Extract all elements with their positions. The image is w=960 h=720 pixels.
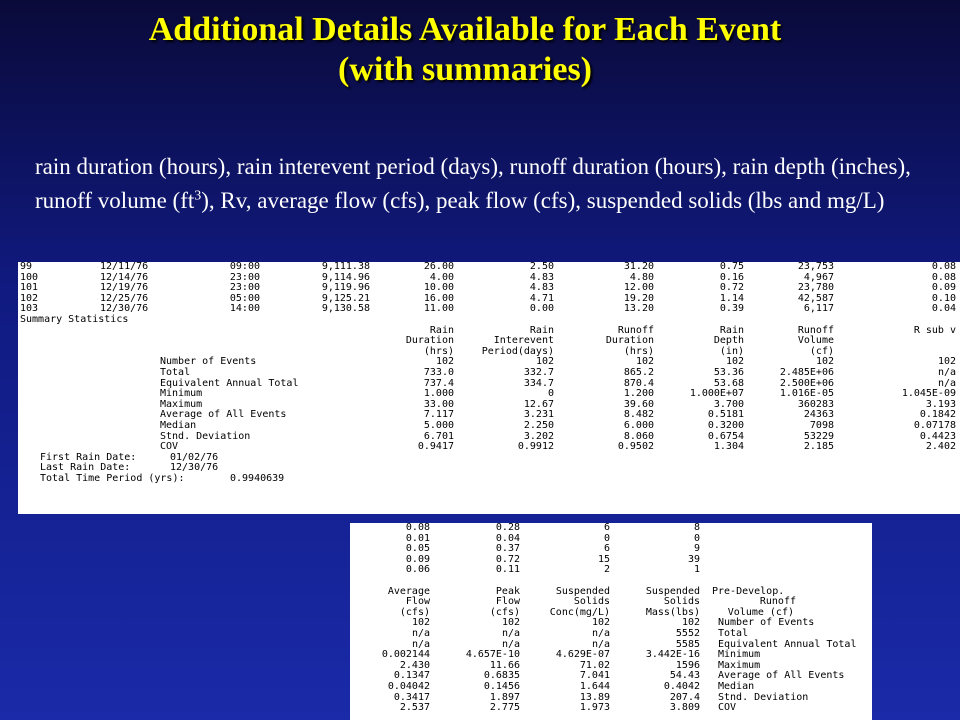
event-cell: 9,130.58 xyxy=(321,303,370,315)
stat-value: 3.809 xyxy=(669,702,700,714)
stat-row xyxy=(18,421,960,432)
stat-value: 11.66 xyxy=(489,659,520,671)
event-cell: 12/14/76 xyxy=(100,271,149,283)
stat-value: 1.200 xyxy=(623,388,654,400)
column-header: Flow xyxy=(495,596,520,608)
event-row xyxy=(350,565,872,576)
column-header: Volume (cf) xyxy=(727,606,794,618)
stat-value: 102 xyxy=(725,356,744,368)
stat-value: 102 xyxy=(681,617,700,629)
event-cell: 0.39 xyxy=(719,303,744,315)
stat-label: Maximum xyxy=(160,398,203,410)
stat-value: 6.701 xyxy=(423,430,454,442)
column-header: (cfs) xyxy=(489,606,520,618)
event-cell: 23:00 xyxy=(229,282,260,294)
event-cell: 4.83 xyxy=(529,282,554,294)
event-cell: 42,587 xyxy=(797,292,834,304)
stat-value: 54.43 xyxy=(669,670,700,682)
column-header: (cf) xyxy=(809,345,834,357)
event-cell: 10.00 xyxy=(423,282,454,294)
event-cell: 16.00 xyxy=(423,292,454,304)
event-cell: 0.28 xyxy=(495,523,520,533)
stat-value: 4.629E-07 xyxy=(555,649,610,661)
stat-value: n/a xyxy=(411,627,430,639)
title-line-1: Additional Details Available for Each Event xyxy=(148,11,782,48)
stat-value: 0 xyxy=(547,388,554,400)
stat-value: 3.231 xyxy=(523,409,554,421)
event-cell: 103 xyxy=(20,303,39,315)
stat-value: 0.1456 xyxy=(483,680,520,692)
stat-label: Minimum xyxy=(160,388,203,400)
event-cell: 39 xyxy=(687,553,700,565)
event-cell: 0 xyxy=(693,532,700,544)
footer-row xyxy=(18,453,960,464)
event-cell: 0.10 xyxy=(931,292,956,304)
stat-value: 7098 xyxy=(809,419,834,431)
stat-label: Equivalent Annual Total xyxy=(160,377,299,389)
column-header: Rain xyxy=(429,324,454,336)
footer-label: Last Rain Date: xyxy=(40,462,131,474)
event-row xyxy=(350,523,872,534)
event-cell: 100 xyxy=(20,271,39,283)
stat-value: 1.000 xyxy=(423,388,454,400)
stat-value: 332.7 xyxy=(523,366,554,378)
stat-value: 1.897 xyxy=(489,691,520,703)
description-text xyxy=(35,150,915,218)
stat-value: 737.4 xyxy=(423,377,454,389)
event-cell: 6 xyxy=(603,523,610,533)
event-cell: 4.83 xyxy=(529,271,554,283)
stat-value: 102 xyxy=(501,617,520,629)
column-header: Runoff xyxy=(617,324,654,336)
stat-value: 2.185 xyxy=(803,441,834,453)
event-cell: 99 xyxy=(20,262,33,272)
stat-value: 1596 xyxy=(675,659,700,671)
stat-label: COV xyxy=(718,702,737,714)
stat-value: 0.07178 xyxy=(913,419,956,431)
event-cell: 0.11 xyxy=(495,564,520,576)
stat-value: 870.4 xyxy=(623,377,654,389)
stat-value: 102 xyxy=(591,617,610,629)
stat-label: Equivalent Annual Total xyxy=(718,638,857,650)
column-header: Duration xyxy=(605,335,654,347)
column-header: Peak xyxy=(495,585,520,597)
stat-label: Average of All Events xyxy=(718,670,845,682)
stat-value: 0.04042 xyxy=(387,680,430,692)
event-cell: 0.08 xyxy=(931,262,956,272)
stat-value: 334.7 xyxy=(523,377,554,389)
event-cell: 12/19/76 xyxy=(100,282,149,294)
stat-value: 0.1842 xyxy=(919,409,956,421)
stat-value: n/a xyxy=(501,638,520,650)
event-cell: 4.71 xyxy=(529,292,554,304)
column-header: Period(days) xyxy=(481,345,554,357)
stat-value: 6.000 xyxy=(623,419,654,431)
stat-value: 2.775 xyxy=(489,702,520,714)
column-header: Runoff xyxy=(759,596,796,608)
column-header: Runoff xyxy=(797,324,834,336)
event-cell: 6,117 xyxy=(803,303,834,315)
stat-value: 7.117 xyxy=(423,409,454,421)
stat-label: Total xyxy=(160,366,191,378)
column-header: Interevent xyxy=(493,335,554,347)
event-cell: 0.08 xyxy=(931,271,956,283)
column-header: Solids xyxy=(663,596,700,608)
stat-value: 7.041 xyxy=(579,670,610,682)
stat-label: Average of All Events xyxy=(160,409,287,421)
stat-value: 3.442E-16 xyxy=(645,649,700,661)
stat-value: 0.002144 xyxy=(381,649,430,661)
column-header: Mass(lbs) xyxy=(645,606,700,618)
stat-value: n/a xyxy=(591,627,610,639)
summary-title: Summary Statistics xyxy=(20,313,129,325)
stat-row xyxy=(18,368,960,379)
column-header: Duration xyxy=(405,335,454,347)
stat-row xyxy=(350,682,872,693)
column-header: (in) xyxy=(719,345,744,357)
stat-value: 0.9502 xyxy=(617,441,654,453)
event-cell: 0.04 xyxy=(495,532,520,544)
stat-value: 0.3200 xyxy=(707,419,744,431)
column-header: Rain xyxy=(719,324,744,336)
spacer-row xyxy=(350,576,872,587)
stat-value: 0.3417 xyxy=(393,691,430,703)
column-header: Solids xyxy=(573,596,610,608)
stat-value: 53229 xyxy=(803,430,834,442)
event-cell: 0.01 xyxy=(405,532,430,544)
stat-value: n/a xyxy=(591,638,610,650)
stat-value: 12.67 xyxy=(523,398,554,410)
event-row xyxy=(18,262,960,273)
event-cell: 4.80 xyxy=(629,271,654,283)
stat-value: 2.500E+06 xyxy=(779,377,834,389)
stat-value: 5585 xyxy=(675,638,700,650)
stat-label: Maximum xyxy=(718,659,761,671)
event-cell: 23,780 xyxy=(797,282,834,294)
stat-value: 3.202 xyxy=(523,430,554,442)
event-cell: 102 xyxy=(20,292,39,304)
stat-value: 1.016E-05 xyxy=(779,388,834,400)
stat-row xyxy=(350,703,872,714)
event-cell: 9,119.96 xyxy=(321,282,370,294)
stat-label: Stnd. Deviation xyxy=(160,430,251,442)
stat-label: Median xyxy=(718,680,755,692)
stat-label: Stnd. Deviation xyxy=(718,691,809,703)
column-header: (hrs) xyxy=(423,345,454,357)
event-cell: 0.37 xyxy=(495,543,520,555)
stat-value: n/a xyxy=(411,638,430,650)
column-header: Depth xyxy=(713,335,744,347)
event-cell: 9,111.38 xyxy=(321,262,370,272)
stat-value: 8.060 xyxy=(623,430,654,442)
column-header: Conc(mg/L) xyxy=(549,606,610,618)
stat-value: n/a xyxy=(501,627,520,639)
summary-statistics-table-bottom xyxy=(350,523,872,720)
stat-value: 53.68 xyxy=(713,377,744,389)
event-cell: 13.20 xyxy=(623,303,654,315)
stat-value: 207.4 xyxy=(669,691,700,703)
event-cell: 09:00 xyxy=(229,262,260,272)
stat-value: 0.5181 xyxy=(707,409,744,421)
event-cell: 12/30/76 xyxy=(100,303,149,315)
event-cell: 11.00 xyxy=(423,303,454,315)
event-cell: 0.05 xyxy=(405,543,430,555)
stat-value: 53.36 xyxy=(713,366,744,378)
stat-value: 8.482 xyxy=(623,409,654,421)
column-header: R sub v xyxy=(913,324,956,336)
stat-value: 2.250 xyxy=(523,419,554,431)
footer-row xyxy=(18,474,960,485)
column-header: Suspended xyxy=(645,585,700,597)
stat-value: 0.6754 xyxy=(707,430,744,442)
footer-value: 0.9940639 xyxy=(230,472,285,484)
summary-statistics-table-top xyxy=(18,262,960,514)
footer-value: 01/02/76 xyxy=(170,451,219,463)
column-header: Flow xyxy=(405,596,430,608)
stat-value: 13.89 xyxy=(579,691,610,703)
event-cell: 12.00 xyxy=(623,282,654,294)
stat-label: Total xyxy=(718,627,749,639)
stat-value: 102 xyxy=(815,356,834,368)
stat-value: 1.644 xyxy=(579,680,610,692)
event-cell: 23:00 xyxy=(229,271,260,283)
stat-value: 24363 xyxy=(803,409,834,421)
title-line-2: (with summaries) xyxy=(337,51,593,88)
stat-value: n/a xyxy=(937,377,956,389)
stat-value: 1.304 xyxy=(713,441,744,453)
event-cell: 0.08 xyxy=(405,523,430,533)
event-cell: 12/11/76 xyxy=(100,262,149,272)
event-cell: 101 xyxy=(20,282,39,294)
footer-value: 12/30/76 xyxy=(170,462,219,474)
column-header: Suspended xyxy=(555,585,610,597)
stat-value: 360283 xyxy=(797,398,834,410)
footer-label: First Rain Date: xyxy=(40,451,137,463)
stat-value: 102 xyxy=(435,356,454,368)
event-cell: 1.14 xyxy=(719,292,744,304)
event-cell: 2 xyxy=(603,564,610,576)
column-header: (cfs) xyxy=(399,606,430,618)
description-part-2: ), Rv, average flow (cfs), peak flow (cfs), suspended solids (lbs and mg/L) xyxy=(201,188,885,213)
column-header: Volume xyxy=(797,335,834,347)
stat-value: 0.6835 xyxy=(483,670,520,682)
stat-value: 102 xyxy=(635,356,654,368)
event-cell: 0.16 xyxy=(719,271,744,283)
event-cell: 31.20 xyxy=(623,262,654,272)
event-cell: 23,753 xyxy=(797,262,834,272)
event-cell: 8 xyxy=(693,523,700,533)
column-header: Rain xyxy=(529,324,554,336)
stat-value: 102 xyxy=(411,617,430,629)
stat-value: 2.485E+06 xyxy=(779,366,834,378)
description-part-1: rain duration (hours), rain interevent period (days), runoff duration (hours), rain depth (inches), runoff volume (ft xyxy=(35,154,911,213)
event-cell: 12/25/76 xyxy=(100,292,149,304)
event-cell: 0.72 xyxy=(719,282,744,294)
footer-label: Total Time Period (yrs): xyxy=(40,472,185,484)
description-superscript: 3 xyxy=(194,188,202,204)
stat-value: 0.4042 xyxy=(663,680,700,692)
stat-row xyxy=(350,629,872,640)
stat-value: 0.4423 xyxy=(919,430,956,442)
stat-value: 0.9912 xyxy=(517,441,554,453)
stat-value: 1.000E+07 xyxy=(689,388,744,400)
event-cell: 0.75 xyxy=(719,262,744,272)
event-row xyxy=(18,304,960,315)
stat-label: COV xyxy=(160,441,179,453)
event-cell: 1 xyxy=(693,564,700,576)
stat-row xyxy=(18,442,960,453)
event-cell: 19.20 xyxy=(623,292,654,304)
stat-value: 2.537 xyxy=(399,702,430,714)
event-cell: 15 xyxy=(597,553,610,565)
stat-label: Number of Events xyxy=(718,617,815,629)
column-header: (hrs) xyxy=(623,345,654,357)
slide-title xyxy=(0,10,930,90)
event-cell: 4.00 xyxy=(429,271,454,283)
stat-value: 1.973 xyxy=(579,702,610,714)
stat-value: 3.700 xyxy=(713,398,744,410)
column-header: Average xyxy=(387,585,430,597)
event-cell: 0.04 xyxy=(931,303,956,315)
event-cell: 0 xyxy=(603,532,610,544)
stat-value: 865.2 xyxy=(623,366,654,378)
event-cell: 0.00 xyxy=(529,303,554,315)
event-cell: 6 xyxy=(603,543,610,555)
column-header: Pre-Develop. xyxy=(712,585,785,597)
stat-value: 0.1347 xyxy=(393,670,430,682)
event-cell: 4,967 xyxy=(803,271,834,283)
stat-value: 3.193 xyxy=(925,398,956,410)
event-cell: 26.00 xyxy=(423,262,454,272)
stat-value: n/a xyxy=(937,366,956,378)
event-cell: 14:00 xyxy=(229,303,260,315)
stat-value: 733.0 xyxy=(423,366,454,378)
stat-value: 71.02 xyxy=(579,659,610,671)
event-cell: 0.72 xyxy=(495,553,520,565)
stat-value: 2.430 xyxy=(399,659,430,671)
stat-value: 1.045E-09 xyxy=(901,388,956,400)
stat-value: 39.60 xyxy=(623,398,654,410)
event-cell: 05:00 xyxy=(229,292,260,304)
summary-title-row xyxy=(18,315,960,326)
stat-value: 4.657E-10 xyxy=(465,649,520,661)
stat-value: 33.00 xyxy=(423,398,454,410)
event-cell: 9 xyxy=(693,543,700,555)
event-cell: 2.50 xyxy=(529,262,554,272)
event-cell: 0.09 xyxy=(405,553,430,565)
stat-label: Minimum xyxy=(718,649,761,661)
stat-value: 102 xyxy=(937,356,956,368)
stat-label: Median xyxy=(160,419,197,431)
stat-value: 102 xyxy=(535,356,554,368)
event-cell: 9,125.21 xyxy=(321,292,370,304)
stat-value: 5.000 xyxy=(423,419,454,431)
event-cell: 9,114.96 xyxy=(321,271,370,283)
stat-value: 0.9417 xyxy=(417,441,454,453)
event-cell: 0.09 xyxy=(931,282,956,294)
stat-label: Number of Events xyxy=(160,356,257,368)
stat-value: 2.402 xyxy=(925,441,956,453)
stat-value: 5552 xyxy=(675,627,700,639)
event-cell: 0.06 xyxy=(405,564,430,576)
